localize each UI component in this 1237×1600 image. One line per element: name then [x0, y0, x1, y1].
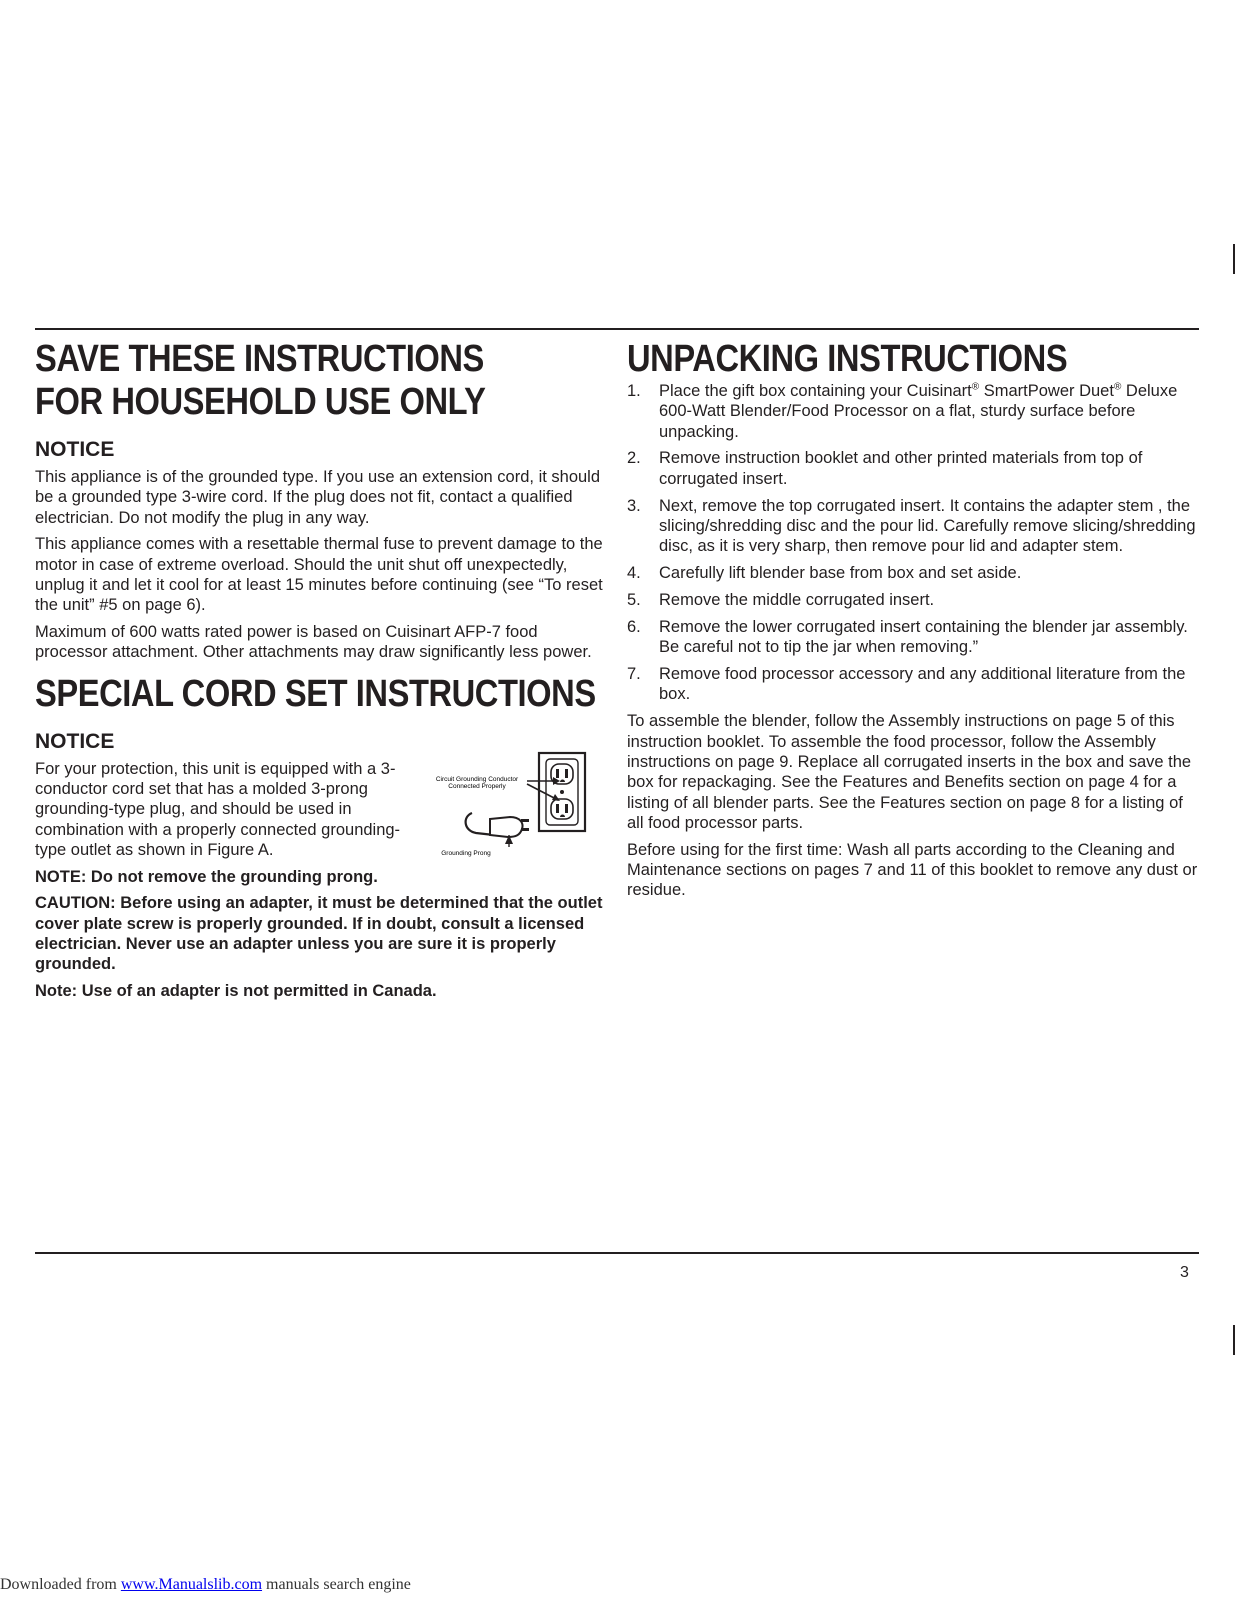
step-7 — [627, 664, 1199, 705]
step-5 — [627, 590, 1199, 610]
grounded-outlet-figure — [432, 751, 598, 859]
unpacking-steps — [627, 381, 1199, 705]
title-line-1: SAVE THESE INSTRUCTIONS — [35, 338, 484, 380]
figure-label-prong: Grounding Prong — [441, 849, 491, 857]
figure-label-conductor-2: Connected Properly — [448, 782, 506, 790]
step-text: Next, remove the top corrugated insert. It contains the adapter stem , the slicing/shredding disc and the pour lid. Carefully remove slicing/shredding disc, as it is very sharp, then remove pour lid and adapter stem. — [659, 496, 1196, 556]
step-1-text-b: SmartPower Duet — [979, 382, 1114, 400]
thermal-fuse-paragraph: This appliance comes with a resettable thermal fuse to prevent damage to the motor in case of extreme overload. Should the unit shut off unexpectedly, unplug it and let it cool for at least 15 minutes before continuing (see “To reset the unit” #5 on page 6). — [35, 535, 603, 615]
step-1-text-c: Deluxe 600-Watt Blender/Food Processor on a flat, sturdy surface before unpacking. — [659, 382, 1178, 441]
figure-label-conductor-1: Circuit Grounding Conductor — [435, 775, 519, 783]
grounded-type-paragraph: This appliance is of the grounded type. If you use an extension cord, it should be a grounded type 3-wire cord. If the plug does not fit, contact a qualified electrician. Do not modify the plug in any way. — [35, 468, 601, 527]
step-1 — [627, 381, 1199, 442]
registered-mark: ® — [971, 381, 980, 393]
step-text: Carefully lift blender base from box and set aside. — [659, 564, 1022, 583]
step-4 — [627, 563, 1199, 583]
step-number: 1. — [627, 382, 641, 400]
title-line-2: FOR HOUSEHOLD USE ONLY — [35, 381, 486, 423]
left-column — [35, 338, 605, 1008]
step-number: 7. — [627, 665, 641, 684]
cover-plate-screw — [560, 790, 564, 794]
footer-prefix: Downloaded from — [0, 1576, 121, 1593]
grounding-prong-note: NOTE: Do not remove the grounding prong. — [35, 867, 378, 886]
notice-heading-2: NOTICE — [35, 729, 115, 753]
assembly-paragraph: To assemble the blender, follow the Assembly instructions on page 5 of this instruction booklet. To assemble the food processor, follow the Assembly instructions on page 9. Replace all corrugated inserts in the box and save the box for repackaging. See the Features and Benefits section on page 4 for a listing of all blender parts. See the Features section on page 8 for a listing of all food processor parts. — [627, 712, 1192, 832]
cord-notice-block — [35, 759, 605, 860]
step-number: 3. — [627, 496, 641, 515]
page-number: 3 — [1180, 1264, 1189, 1281]
step-2 — [627, 448, 1199, 489]
crop-mark-bottom — [1233, 1325, 1235, 1355]
crop-mark-top — [1233, 244, 1235, 274]
rated-power-paragraph: Maximum of 600 watts rated power is based on Cuisinart AFP-7 food processor attachment. Other attachments may draw significantly less power. — [35, 623, 592, 662]
registered-mark: ® — [1113, 381, 1122, 393]
step-6 — [627, 617, 1199, 658]
cord-set-paragraph: For your protection, this unit is equipped with a 3-conductor cord set that has a molded 3-prong grounding-type plug, and should be used in combination with a properly connected grounding-type outlet as shown in Figure A. — [35, 759, 401, 859]
right-column — [627, 338, 1199, 907]
bottom-rule — [35, 1252, 1199, 1254]
first-use-paragraph: Before using for the first time: Wash all parts according to the Cleaning and Maintenance sections on pages 7 and 11 of this booklet to remove any dust or residue. — [627, 840, 1198, 900]
step-text: Remove food processor accessory and any additional literature from the box. — [659, 665, 1186, 704]
step-number: 6. — [627, 617, 641, 636]
step-number: 5. — [627, 591, 641, 610]
manualslib-link[interactable]: www.Manualslib.com — [120, 1576, 263, 1593]
step-number: 4. — [627, 564, 641, 583]
special-cord-title: SPECIAL CORD SET INSTRUCTIONS — [35, 672, 596, 715]
unpacking-title: UNPACKING INSTRUCTIONS — [627, 338, 1068, 380]
three-prong-plug — [490, 817, 523, 837]
step-3 — [627, 496, 1199, 557]
adapter-caution: CAUTION: Before using an adapter, it must be determined that the outlet cover plate screw is properly grounded. If in doubt, consult a licensed electrician. Never use an adapter unless you are sure it is properly grounded. — [35, 894, 603, 974]
step-number: 2. — [627, 449, 641, 468]
footer-suffix: manuals search engine — [262, 1576, 411, 1593]
step-1-text-a: Place the gift box containing your Cuisinart — [659, 382, 972, 400]
download-footer — [0, 1576, 411, 1594]
step-text: Remove the lower corrugated insert containing the blender jar assembly. Be careful not to tip the jar when removing.” — [659, 617, 1188, 657]
save-instructions-title — [35, 338, 525, 424]
top-rule — [35, 328, 1199, 330]
step-text: Remove instruction booklet and other printed materials from top of corrugated insert. — [659, 449, 1143, 488]
step-text: Remove the middle corrugated insert. — [659, 591, 935, 610]
notice-heading: NOTICE — [35, 438, 115, 461]
canada-note: Note: Use of an adapter is not permitted in Canada. — [35, 982, 437, 1001]
